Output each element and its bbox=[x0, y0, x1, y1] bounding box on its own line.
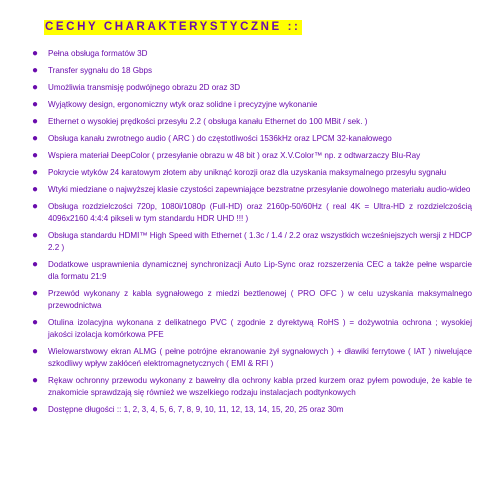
feature-text: Wtyki miedziane o najwyższej klasie czystości zapewniające bezstratne przesyłanie dowolnego materiału audio-wideo bbox=[48, 185, 471, 194]
bullet-icon: ● bbox=[32, 82, 39, 93]
feature-item bbox=[28, 150, 472, 162]
feature-item bbox=[28, 259, 472, 283]
bullet-icon: ● bbox=[32, 184, 39, 195]
feature-item bbox=[28, 288, 472, 312]
bullet-icon: ● bbox=[32, 116, 39, 127]
feature-text: Obsługa rozdzielczości 720p, 1080i/1080p (Full-HD) oraz 2160p-50/60Hz ( real 4K = Ultra-HD z rozdzielczością 4096x2160 4:4:4 pikseli w tym standardu HDR UHD !!! ) bbox=[48, 202, 472, 223]
feature-text: Obsługa kanału zwrotnego audio ( ARC ) do częstotliwości 1536kHz oraz LPCM 32-kanałowego bbox=[48, 134, 392, 143]
feature-item bbox=[28, 317, 472, 341]
feature-item bbox=[28, 230, 472, 254]
feature-text: Transfer sygnału do 18 Gbps bbox=[48, 66, 153, 75]
feature-text: Pokrycie wtyków 24 karatowym złotem aby uniknąć korozji oraz dla uzyskania maksymalnego przesyłu sygnału bbox=[48, 168, 447, 177]
section-heading: CECHY CHARAKTERYSTYCZNE :: bbox=[45, 21, 301, 33]
bullet-icon: ● bbox=[32, 259, 39, 270]
bullet-icon: ● bbox=[32, 99, 39, 110]
feature-text: Otulina izolacyjna wykonana z delikatnego PVC ( zgodnie z dyrektywą RoHS ) = dożywotnia ochrona ; wysokiej jakości izolacja komórkowa PFE bbox=[48, 318, 472, 339]
feature-text: Wspiera materiał DeepColor ( przesyłanie obrazu w 48 bit ) oraz X.V.Color™ np. z odtwarzaczy Blu-Ray bbox=[48, 151, 421, 160]
bullet-icon: ● bbox=[32, 167, 39, 178]
feature-item bbox=[28, 82, 472, 94]
feature-item bbox=[28, 184, 472, 196]
bullet-icon: ● bbox=[32, 288, 39, 299]
feature-text: Przewód wykonany z kabla sygnałowego z miedzi beztlenowej ( PRO OFC ) w celu uzyskania maksymalnego przewodnictwa bbox=[48, 289, 472, 310]
feature-item bbox=[28, 48, 472, 60]
bullet-icon: ● bbox=[32, 317, 39, 328]
feature-item bbox=[28, 404, 472, 416]
feature-item bbox=[28, 133, 472, 145]
feature-text: Pełna obsługa formatów 3D bbox=[48, 49, 148, 58]
bullet-icon: ● bbox=[32, 346, 39, 357]
feature-item bbox=[28, 116, 472, 128]
feature-item bbox=[28, 65, 472, 77]
bullet-icon: ● bbox=[32, 230, 39, 241]
feature-item bbox=[28, 167, 472, 179]
bullet-icon: ● bbox=[32, 201, 39, 212]
feature-list bbox=[28, 48, 472, 421]
bullet-icon: ● bbox=[32, 133, 39, 144]
feature-text: Dostępne długości :: 1, 2, 3, 4, 5, 6, 7, 8, 9, 10, 11, 12, 13, 14, 15, 20, 25 oraz 30m bbox=[48, 405, 344, 414]
feature-text: Dodatkowe usprawnienia dynamicznej synchronizacji Auto Lip-Sync oraz rozszerzenia CEC a także pełne wsparcie dla formatu 21:9 bbox=[48, 260, 472, 281]
feature-item bbox=[28, 375, 472, 399]
bullet-icon: ● bbox=[32, 404, 39, 415]
feature-item bbox=[28, 99, 472, 111]
feature-text: Rękaw ochronny przewodu wykonany z bawełny dla ochrony kabla przed kurzem oraz pyłem powoduje, że kable te znakomicie sprawdzają się również we wszelkiego rodzaju instalacjach podtynkowych bbox=[48, 376, 472, 397]
feature-text: Wyjątkowy design, ergonomiczny wtyk oraz solidne i precyzyjne wykonanie bbox=[48, 100, 318, 109]
bullet-icon: ● bbox=[32, 48, 39, 59]
feature-text: Wielowarstwowy ekran ALMG ( pełne potrójne ekranowanie żył sygnałowych ) + dławiki ferrytowe ( IAT ) niwelujące szkodliwy wpływ zakłóceń elektromagnetycznych ( EMI & RFI ) bbox=[48, 347, 472, 368]
feature-item bbox=[28, 346, 472, 370]
bullet-icon: ● bbox=[32, 375, 39, 386]
bullet-icon: ● bbox=[32, 65, 39, 76]
feature-text: Umożliwia transmisję podwójnego obrazu 2D oraz 3D bbox=[48, 83, 241, 92]
feature-item bbox=[28, 201, 472, 225]
feature-text: Obsługa standardu HDMI™ High Speed with Ethernet ( 1.3c / 1.4 / 2.2 oraz wszystkich wcześniejszych wersji z HDCP 2.2 ) bbox=[48, 231, 472, 252]
feature-text: Ethernet o wysokiej prędkości przesyłu 2.2 ( obsługa kanału Ethernet do 100 MBit / sek. ) bbox=[48, 117, 368, 126]
bullet-icon: ● bbox=[32, 150, 39, 161]
